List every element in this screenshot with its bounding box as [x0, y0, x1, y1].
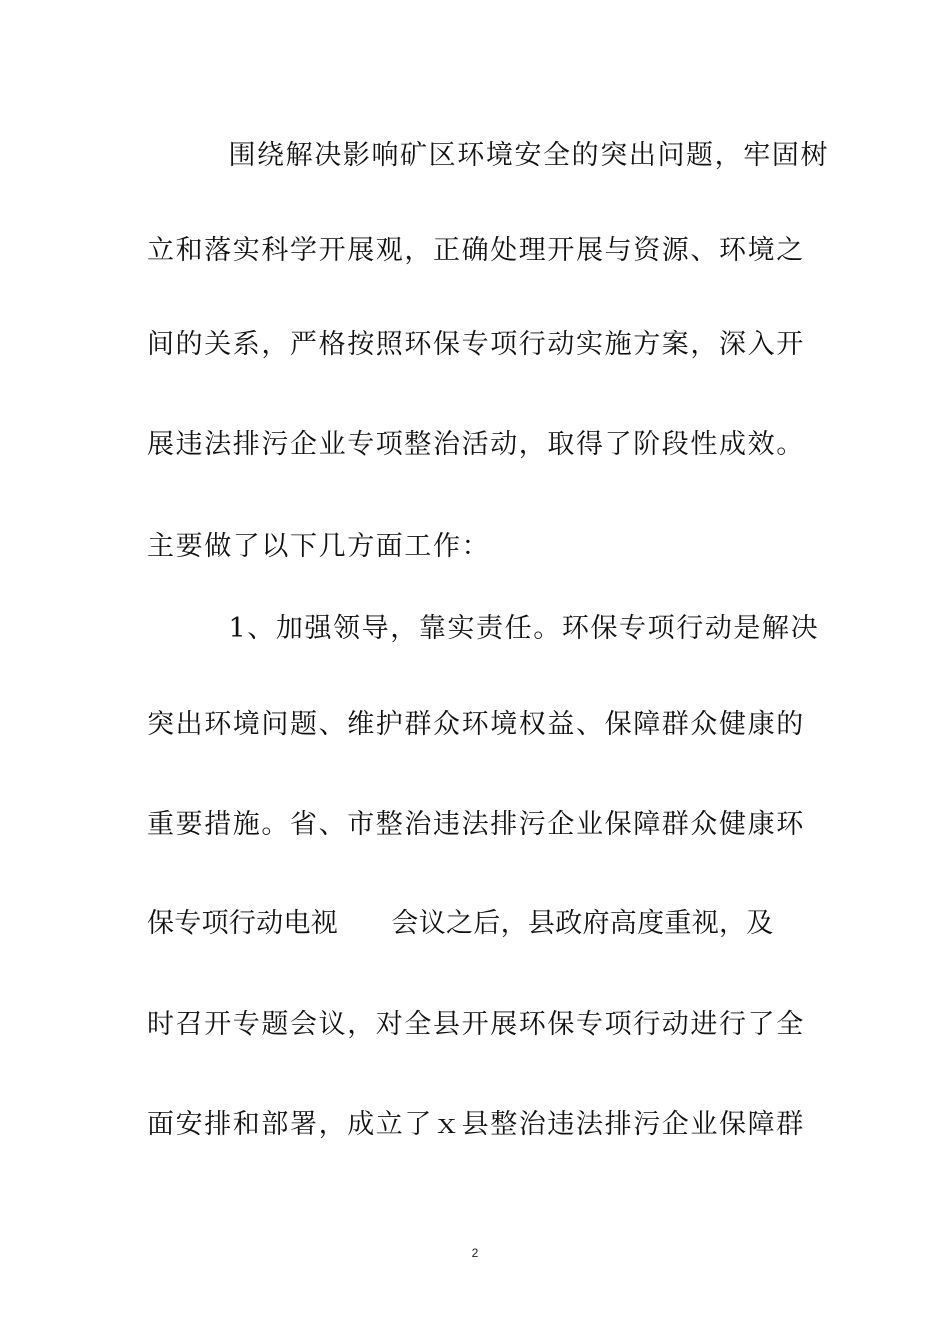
paragraph-line-1: 围绕解决影响矿区环境安全的突出问题，牢固树 [147, 140, 830, 171]
paragraph-line-6: 1、加强领导，靠实责任。环保专项行动是解决 [147, 613, 820, 644]
paragraph-line-7: 突出环境问题、维护群众环境权益、保障群众健康的 [147, 709, 805, 740]
paragraph-line-8: 重要措施。省、市整治违法排污企业保障群众健康环 [147, 809, 805, 840]
paragraph-line-11: 面安排和部署，成立了ｘ县整治违法排污企业保障群 [147, 1109, 805, 1140]
paragraph-line-10: 时召开专题会议，对全县开展环保专项行动进行了全 [147, 1009, 805, 1040]
paragraph-line-4: 展违法排污企业专项整治活动，取得了阶段性成效。 [147, 429, 805, 460]
paragraph-line-9: 保专项行动电视 会议之后，县政府高度重视，及 [147, 908, 774, 939]
paragraph-line-3: 间的关系，严格按照环保专项行动实施方案，深入开 [147, 329, 805, 360]
paragraph-line-5: 主要做了以下几方面工作： [147, 531, 491, 562]
paragraph-line-2: 立和落实科学开展观，正确处理开展与资源、环境之 [147, 235, 805, 266]
page-number: 2 [471, 1246, 479, 1260]
